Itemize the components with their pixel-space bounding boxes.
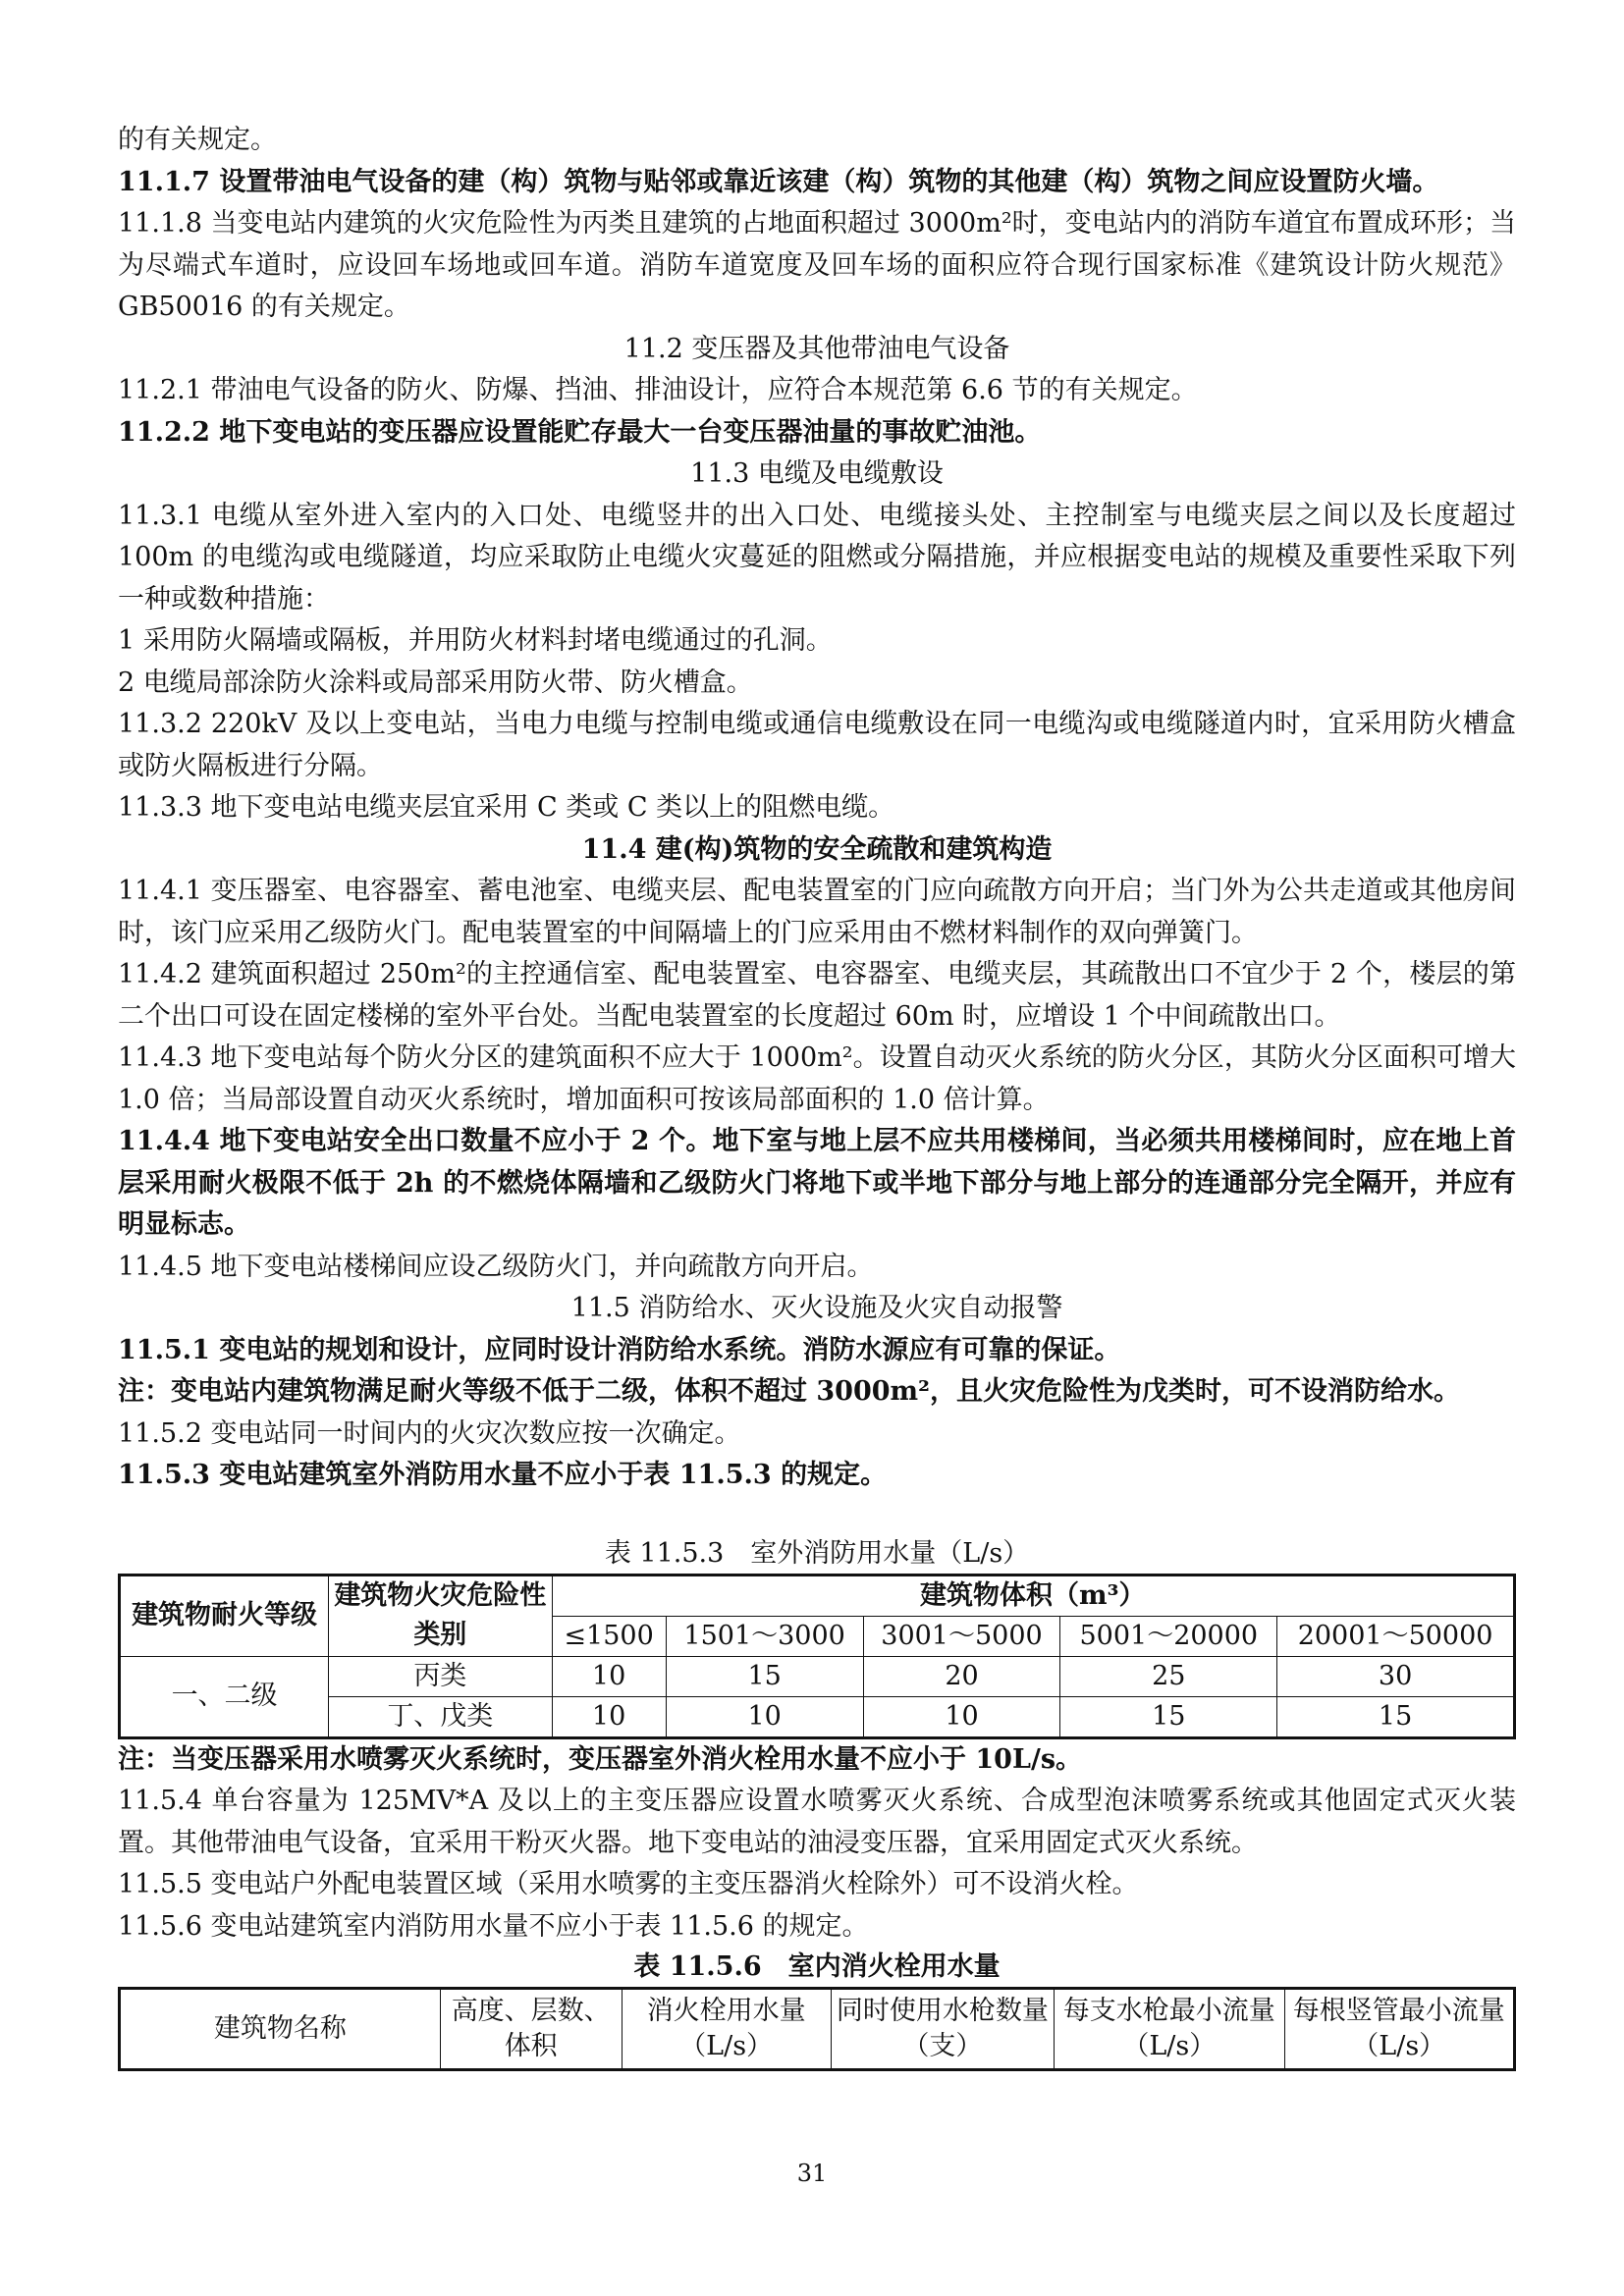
table-header-category: 建筑物火灾危险性类别 [329, 1575, 552, 1656]
table-header-grade: 建筑物耐火等级 [120, 1575, 329, 1656]
table-cell: 10 [552, 1656, 666, 1696]
clause-11-4-4: 11.4.4 地下变电站安全出口数量不应小于 2 个。地下室与地上层不应共用楼梯间，当必须共用楼梯间时，应在地上首层采用耐火极限不低于 2h 的不燃烧体隔墙和乙级防火门将地下或半地下部分与地上部分的连通部分完全隔开，并应有明显标志。 [118, 1126, 1516, 1240]
table-header-range: 20001～50000 [1277, 1616, 1515, 1656]
table-header-range: 5001～20000 [1060, 1616, 1277, 1656]
table-cell: 10 [666, 1696, 863, 1737]
clause-11-5-4: 11.5.4 单台容量为 125MV*A 及以上的主变压器应设置水喷雾灭火系统、合成型泡沫喷雾系统或其他固定式灭火装置。其他带油电气设备，宜采用干粉灭火器。地下变电站的油浸变压器，宜采用固定式灭火系统。 [118, 1786, 1516, 1858]
list-item-1: 1 采用防火隔墙或隔板，并用防火材料封堵电缆通过的孔洞。 [118, 625, 833, 656]
table-11-5-6-caption: 表 11.5.6 室内消火栓用水量 [633, 1951, 1001, 1982]
table-11-5-3-caption: 表 11.5.3 室外消防用水量（L/s） [604, 1537, 1030, 1569]
table-cell: 30 [1277, 1656, 1515, 1696]
table-11-5-3 [118, 1574, 1516, 1739]
clause-11-1-7: 11.1.7 设置带油电气设备的建（构）筑物与贴邻或靠近该建（构）筑物的其他建（构）筑物之间应设置防火墙。 [118, 166, 1439, 197]
section-heading-11-3: 11.3 电缆及电缆敷设 [690, 458, 944, 489]
paragraph: 的有关规定。 [118, 125, 277, 155]
table-header: 建筑物名称 [120, 1989, 441, 2070]
clause-11-3-2: 11.3.2 220kV 及以上变电站，当电力电缆与控制电缆或通信电缆敷设在同一电缆沟或电缆隧道内时，宜采用防火槽盒或防火隔板进行分隔。 [118, 709, 1516, 781]
section-heading-11-5: 11.5 消防给水、灭火设施及火灾自动报警 [570, 1293, 1063, 1323]
table-cell: 20 [863, 1656, 1060, 1696]
clause-11-5-6: 11.5.6 变电站建筑室内消防用水量不应小于表 11.5.6 的规定。 [118, 1910, 869, 1942]
clause-11-4-1: 11.4.1 变压器室、电容器室、蓄电池室、电缆夹层、配电装置室的门应向疏散方向开启；当门外为公共走道或其他房间时，该门应采用乙级防火门。配电装置室的中间隔墙上的门应采用由不燃材料制作的双向弹簧门。 [118, 876, 1516, 948]
table-11-5-3-note: 注：当变压器采用水喷雾灭火系统时，变压器室外消火栓用水量不应小于 10L/s。 [118, 1743, 1083, 1775]
table-header-range: 3001～5000 [863, 1616, 1060, 1656]
table-cell-category: 丁、戊类 [329, 1696, 552, 1737]
table-cell-category: 丙类 [329, 1656, 552, 1696]
table-header-range: ≤1500 [552, 1616, 666, 1656]
clause-11-5-3: 11.5.3 变电站建筑室外消防用水量不应小于表 11.5.3 的规定。 [118, 1460, 888, 1490]
list-item-2: 2 电缆局部涂防火涂料或局部采用防火带、防火槽盒。 [118, 667, 753, 698]
table-cell: 15 [666, 1656, 863, 1696]
clause-11-3-1: 11.3.1 电缆从室外进入室内的入口处、电缆竖井的出入口处、电缆接头处、主控制室与电缆夹层之间以及长度超过 100m 的电缆沟或电缆隧道，均应采取防止电缆火灾蔓延的阻燃或分隔措施，并应根据变电站的规模及重要性采取下列一种或数种措施： [118, 500, 1516, 614]
table-header: 消火栓用水量（L/s） [622, 1989, 831, 2070]
table-header: 高度、层数、体积 [440, 1989, 622, 2070]
table-header-volume: 建筑物体积（m³） [552, 1575, 1515, 1616]
clause-11-2-2: 11.2.2 地下变电站的变压器应设置能贮存最大一台变压器油量的事故贮油池。 [118, 416, 1042, 448]
document-page [118, 120, 1516, 2071]
table-cell: 10 [863, 1696, 1060, 1737]
clause-11-4-5: 11.4.5 地下变电站楼梯间应设乙级防火门，并向疏散方向开启。 [118, 1251, 874, 1282]
table-cell: 15 [1277, 1696, 1515, 1737]
clause-11-2-1: 11.2.1 带油电气设备的防火、防爆、挡油、排油设计，应符合本规范第 6.6 节的有关规定。 [118, 375, 1198, 405]
table-cell-grade: 一、二级 [120, 1656, 329, 1737]
table-header: 每支水枪最小流量（L/s） [1055, 1989, 1284, 2070]
clause-11-5-5: 11.5.5 变电站户外配电装置区域（采用水喷雾的主变压器消火栓除外）可不设消火栓。 [118, 1869, 1139, 1899]
clause-11-4-3: 11.4.3 地下变电站每个防火分区的建筑面积不应大于 1000m²。设置自动灭火系统的防火分区，其防火分区面积可增大 1.0 倍；当局部设置自动灭火系统时，增加面积可按该局部面积的 1.0 倍计算。 [118, 1042, 1516, 1115]
clause-11-5-1: 11.5.1 变电站的规划和设计，应同时设计消防给水系统。消防水源应有可靠的保证。 [118, 1334, 1121, 1365]
table-cell: 10 [552, 1696, 666, 1737]
page-number: 31 [796, 2160, 828, 2187]
note-11-5-1: 注：变电站内建筑物满足耐火等级不低于二级，体积不超过 3000m²，且火灾危险性为戊类时，可不设消防给水。 [118, 1376, 1460, 1407]
clause-11-3-3: 11.3.3 地下变电站电缆夹层宜采用 C 类或 C 类以上的阻燃电缆。 [118, 792, 895, 823]
section-heading-11-2: 11.2 变压器及其他带油电气设备 [623, 333, 1010, 364]
clause-11-1-8: 11.1.8 当变电站内建筑的火灾危险性为丙类且建筑的占地面积超过 3000m²时，变电站内的消防车道宜布置成环形；当为尽端式车道时，应设回车场地或回车道。消防车道宽度及回车场的面积应符合现行国家标准《建筑设计防火规范》GB50016 的有关规定。 [118, 208, 1516, 322]
table-header-range: 1501～3000 [666, 1616, 863, 1656]
clause-11-5-2: 11.5.2 变电站同一时间内的火灾次数应按一次确定。 [118, 1417, 741, 1449]
clause-11-4-2: 11.4.2 建筑面积超过 250m²的主控通信室、配电装置室、电容器室、电缆夹层，其疏散出口不宜少于 2 个，楼层的第二个出口可设在固定楼梯的室外平台处。当配电装置室的长度超过 60m 时，应增设 1 个中间疏散出口。 [118, 959, 1516, 1032]
table-cell: 15 [1060, 1696, 1277, 1737]
table-11-5-6 [118, 1987, 1516, 2071]
table-header: 同时使用水枪数量（支） [831, 1989, 1054, 2070]
table-header: 每根竖管最小流量（L/s） [1284, 1989, 1515, 2070]
table-cell: 25 [1060, 1656, 1277, 1696]
section-heading-11-4: 11.4 建(构)筑物的安全疏散和建筑构造 [581, 833, 1053, 865]
